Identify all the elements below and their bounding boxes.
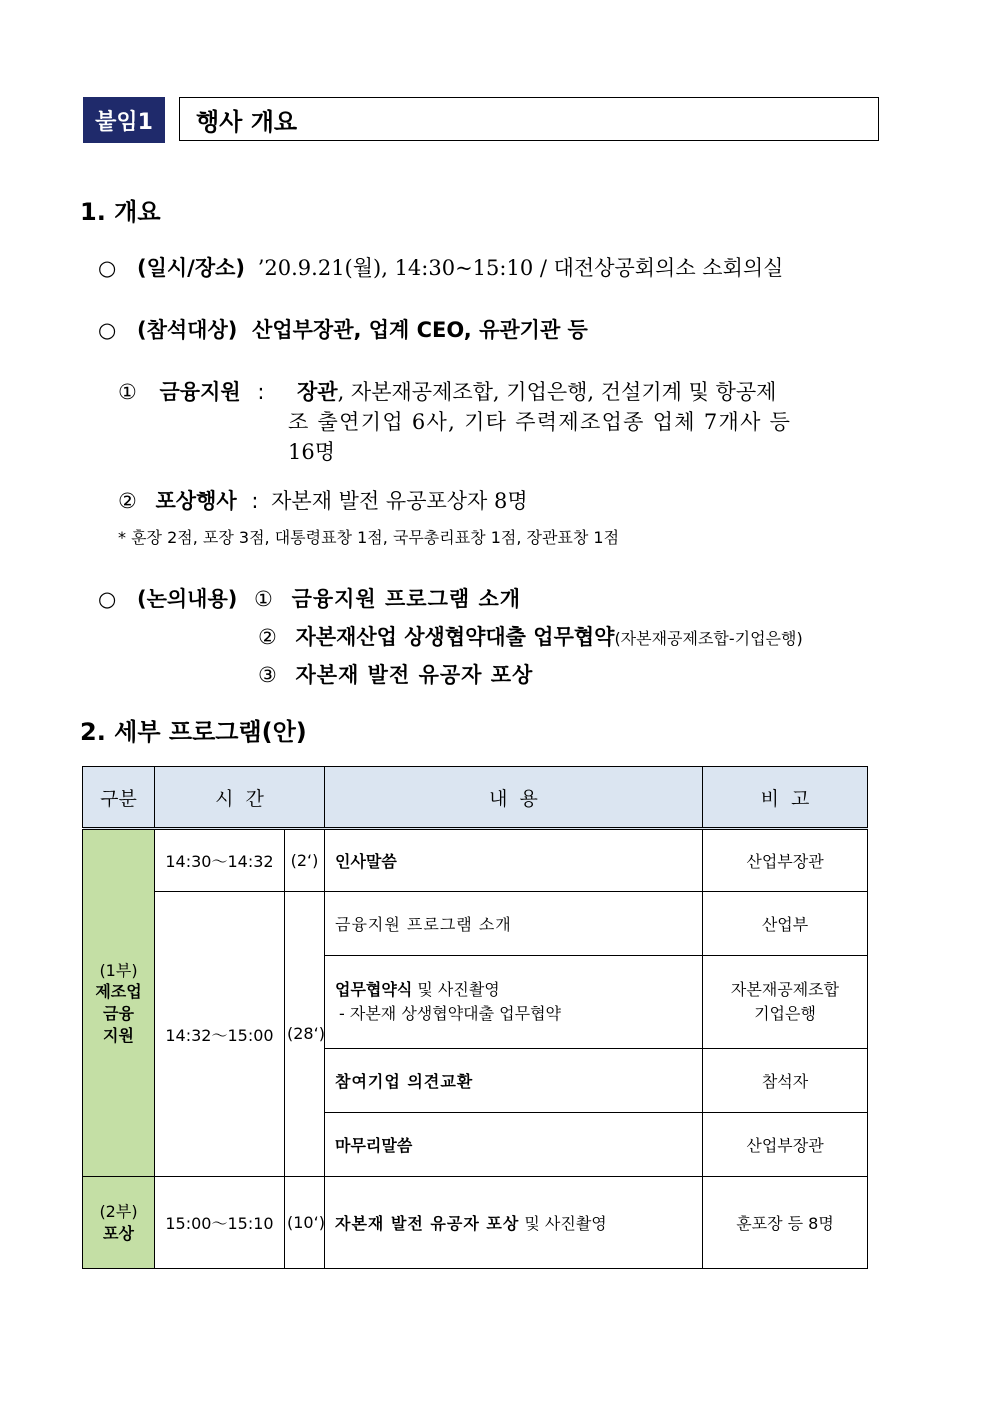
- item1-bold-lead: 장관: [297, 380, 338, 404]
- discussion-num-2: ②: [258, 625, 277, 649]
- schedule-text: ’20.9.21(월), 14:30~15:10 / 대전상공회의소 소회의실: [257, 256, 784, 280]
- item2-label: 포상행사: [155, 489, 237, 513]
- part1-label-line2: 제조업: [95, 982, 142, 1002]
- item1-label: 금융지원: [159, 380, 241, 404]
- bullet: ○: [98, 256, 117, 280]
- schedule-line: [98, 252, 783, 282]
- discussion-num-1: ①: [254, 587, 273, 611]
- col-category: 구분: [83, 767, 155, 829]
- table-row: [83, 829, 868, 892]
- part2-remarks: 훈포장 등 8명: [703, 1177, 868, 1269]
- row1-remarks: 산업부장관: [703, 829, 868, 892]
- document-title: [179, 97, 879, 141]
- col-content: 내 용: [325, 767, 703, 829]
- part2-content: [325, 1177, 703, 1269]
- row2-remarks: 산업부: [703, 892, 868, 956]
- discussion-item-1: 금융지원 프로그램 소개: [291, 587, 522, 611]
- row4-content: [325, 1049, 703, 1113]
- bullet: ○: [98, 587, 117, 611]
- row3-content-line2: - 자본재 상생협약대출 업무협약: [339, 1004, 561, 1023]
- discussion-line1: [98, 583, 521, 613]
- row2-content-text: 금융지원 프로그램 소개: [335, 915, 512, 934]
- discussion-item-2: 자본재산업 상생협약대출 업무협약: [295, 625, 615, 649]
- row4-remarks: 참석자: [703, 1049, 868, 1113]
- row1-content: [325, 829, 703, 892]
- section1-heading: 1. 개요: [80, 198, 161, 226]
- row5-content: [325, 1113, 703, 1177]
- program-table: [82, 766, 868, 1269]
- part2-label-line1: (2부): [99, 1201, 138, 1221]
- schedule-label: (일시/장소): [137, 256, 246, 280]
- awards-note: * 훈장 2점, 포장 3점, 대통령표창 1점, 국무총리표창 1점, 장관표창 1점: [118, 528, 620, 547]
- item1-text-line1: [297, 376, 776, 406]
- part2-content-rest: 및 사진촬영: [519, 1214, 607, 1233]
- part2-time: 15:00～15:10: [155, 1177, 285, 1269]
- row3-remarks-line1: 자본재공제조합: [730, 980, 840, 999]
- discussion-line2: [258, 621, 803, 651]
- discussion-num-3: ③: [258, 663, 277, 687]
- part2-duration: (10‘): [285, 1177, 325, 1269]
- part2-content-bold: 자본재 발전 유공자 포상: [335, 1214, 520, 1233]
- row5-remarks: 산업부장관: [703, 1113, 868, 1177]
- attachment-badge: 붙임1: [83, 97, 165, 143]
- item1-text-line2: 조 출연기업 6사, 기타 주력제조업종 업체 7개사 등: [288, 410, 792, 434]
- part1-label-line1: (1부): [99, 960, 138, 980]
- row2-content: [325, 892, 703, 956]
- item1-line1: [118, 376, 264, 406]
- item2-num: ②: [118, 489, 137, 513]
- item2-colon: :: [251, 489, 259, 513]
- col-time: 시 간: [155, 767, 325, 829]
- discussion-item-3: 자본재 발전 유공자 포상: [295, 663, 534, 687]
- discussion-label: (논의내용): [137, 587, 238, 611]
- part1-label-line3: 금융: [103, 1004, 134, 1023]
- item1-colon: :: [257, 380, 265, 404]
- table-row: [83, 1177, 868, 1269]
- discussion-item-2-suffix: (자본재공제조합-기업은행): [614, 629, 803, 648]
- col-remarks: 비 고: [703, 767, 868, 829]
- row3-content: [325, 956, 703, 1049]
- part1-label-line4: 지원: [103, 1025, 134, 1045]
- attendees-label: (참석대상): [137, 318, 238, 342]
- row1-duration: (2‘): [285, 829, 325, 892]
- document-title-text: 행사 개요: [196, 107, 298, 136]
- discussion-line3: [258, 659, 533, 689]
- item1-text-line3: 16명: [288, 440, 336, 464]
- part2-label-line2: 포상: [103, 1223, 134, 1243]
- group-duration: (28‘): [285, 892, 325, 1177]
- item1-rest: , 자본재공제조합, 기업은행, 건설기계 및 항공제: [337, 380, 777, 404]
- row3-remarks: [703, 956, 868, 1049]
- row3-content-rest: 및 사진촬영: [412, 980, 500, 999]
- table-header-row: [83, 767, 868, 829]
- section2-heading: 2. 세부 프로그램(안): [80, 718, 307, 746]
- table-row: [83, 892, 868, 956]
- row4-content-text: 참여기업 의견교환: [335, 1072, 474, 1091]
- row3-content-bold: 업무협약식: [335, 980, 413, 999]
- attendees-line: [98, 314, 588, 344]
- bullet: ○: [98, 318, 117, 342]
- part1-label: [83, 829, 155, 1177]
- row5-content-text: 마무리말씀: [335, 1136, 413, 1155]
- row3-remarks-line2: 기업은행: [754, 1004, 816, 1023]
- row1-content-text: 인사말씀: [335, 852, 397, 871]
- attendees-text: 산업부장관, 업계 CEO, 유관기관 등: [252, 318, 588, 342]
- item2-text: 자본재 발전 유공포상자 8명: [271, 489, 528, 513]
- group-time: 14:32～15:00: [155, 892, 285, 1177]
- item2-line: [118, 485, 528, 515]
- part2-label: [83, 1177, 155, 1269]
- item1-num: ①: [118, 380, 137, 404]
- row1-time: 14:30～14:32: [155, 829, 285, 892]
